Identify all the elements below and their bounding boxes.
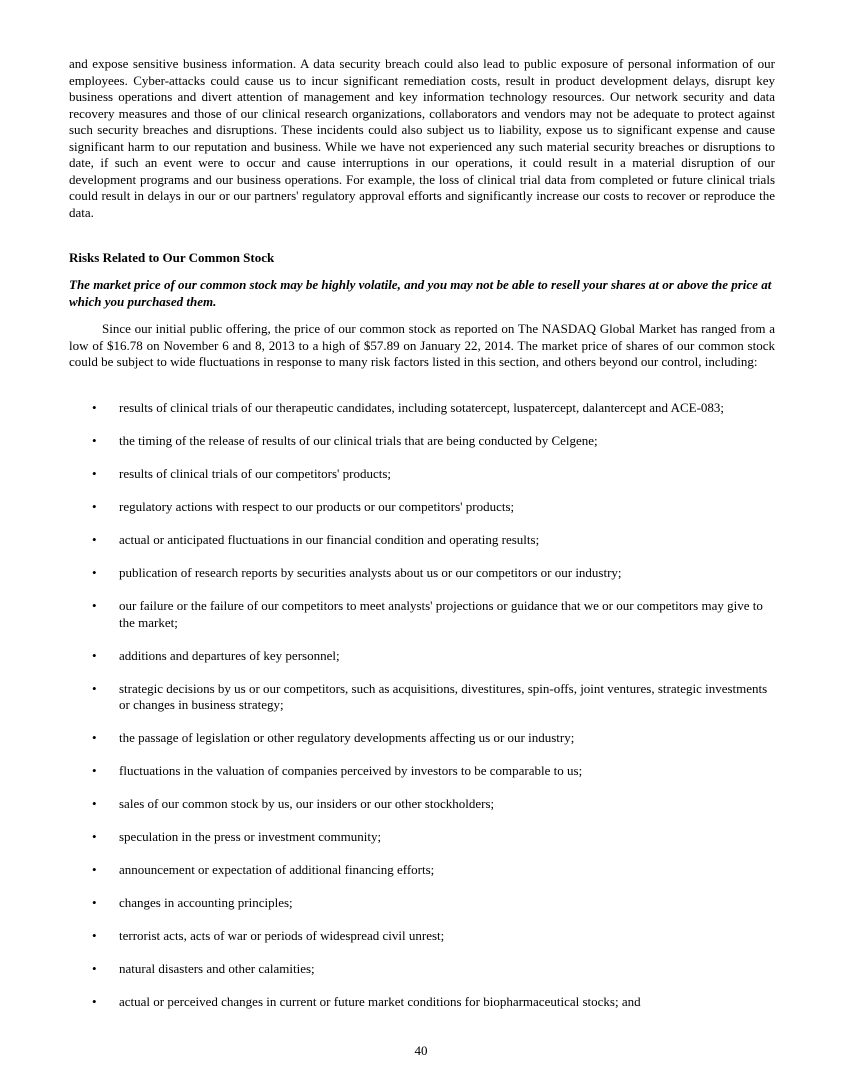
list-item-text: changes in accounting principles; <box>119 895 293 910</box>
list-item <box>0 598 842 631</box>
list-item-text: strategic decisions by us or our competitors, such as acquisitions, divestitures, spin-offs, joint ventures, strategic investments or changes in business strategy; <box>119 680 768 712</box>
list-item <box>0 433 842 450</box>
opening-paragraph: and expose sensitive business information. A data security breach could also lead to public exposure of personal information of our employees. Cyber-attacks could cause us to incur significant remediation costs, result in product development delays, disrupt key business operations and divert attention of management and key information technology resources. Our network security and data recovery measures and those of our clinical research organizations, collaborators and vendors may not be adequate to protect against such security breaches and disruptions. These incidents could also subject us to liability, expose us to significant expense and cause significant harm to our reputation and business. While we have not experienced any such material security breaches or disruptions to date, if such an event were to occur and cause interruptions in our operations, it could result in a material disruption of our development programs and our business operations. For example, the loss of clinical trial data from completed or future clinical trials could result in delays in our or our partners' regulatory approval efforts and significantly increase our costs to recover or reproduce the data. <box>69 56 775 220</box>
list-item <box>0 466 842 483</box>
list-item <box>0 895 842 912</box>
list-item-text: natural disasters and other calamities; <box>119 961 315 976</box>
list-item <box>0 862 842 879</box>
list-item-text: additions and departures of key personnel; <box>119 647 340 663</box>
list-item <box>0 796 842 813</box>
page-number: 40 <box>414 1043 428 1058</box>
risk-factor-list <box>0 400 842 1027</box>
bullet-icon: • <box>92 565 97 580</box>
list-item <box>0 829 842 846</box>
list-item-text: results of clinical trials of our therapeutic candidates, including sotatercept, luspatercept, dalantercept and ACE-083; <box>119 400 725 415</box>
section-heading: Risks Related to Our Common Stock <box>69 250 275 265</box>
list-item <box>0 532 842 549</box>
intro-paragraph: Since our initial public offering, the price of our common stock as reported on The NASDAQ Global Market has ranged from a low of $16.78 on November 6 and 8, 2013 to a high of $57.89 on January 22, 2014. The market price of shares of our common stock could be subject to wide fluctuations in response to many risk factors listed in this section, and others beyond our control, including: <box>69 321 775 369</box>
list-item-text: our failure or the failure of our competitors to meet analysts' projections or guidance that we or our competitors may give to the market; <box>119 598 763 630</box>
list-item-text: speculation in the press or investment community; <box>119 829 382 844</box>
list-item-text: publication of research reports by securities analysts about us or our competitors or our industry; <box>119 565 622 580</box>
bullet-icon: • <box>92 466 97 481</box>
bullet-icon: • <box>92 829 97 844</box>
list-item <box>0 928 842 945</box>
bullet-icon: • <box>92 499 97 514</box>
list-item-text: actual or anticipated fluctuations in our financial condition and operating results; <box>119 532 540 547</box>
list-item-text: sales of our common stock by us, our insiders or our other stockholders; <box>119 796 495 811</box>
bullet-icon: • <box>92 433 97 448</box>
list-item <box>0 648 842 665</box>
bullet-icon: • <box>92 647 97 663</box>
bullet-icon: • <box>92 862 97 877</box>
list-item-text: regulatory actions with respect to our products or our competitors' products; <box>119 499 515 514</box>
list-item <box>0 499 842 516</box>
bullet-icon: • <box>92 961 97 976</box>
bullet-icon: • <box>92 680 97 696</box>
bullet-icon: • <box>92 895 97 910</box>
list-item-text: actual or perceived changes in current or future market conditions for biopharmaceutical stocks; and <box>119 994 641 1009</box>
bullet-icon: • <box>92 598 97 613</box>
list-item-text: announcement or expectation of additional financing efforts; <box>119 862 435 877</box>
list-item <box>0 730 842 747</box>
list-item <box>0 994 842 1011</box>
risk-factor-heading: The market price of our common stock may be highly volatile, and you may not be able to resell your shares at or above the price at which you purchased them. <box>69 277 772 309</box>
bullet-icon: • <box>92 994 97 1009</box>
bullet-icon: • <box>92 400 97 415</box>
list-item-text: fluctuations in the valuation of companies perceived by investors to be comparable to us; <box>119 763 583 778</box>
list-item-text: the timing of the release of results of our clinical trials that are being conducted by Celgene; <box>119 433 598 448</box>
list-item <box>0 565 842 582</box>
list-item-text: terrorist acts, acts of war or periods of widespread civil unrest; <box>119 928 445 943</box>
list-item-text: the passage of legislation or other regulatory developments affecting us or our industry; <box>119 730 575 745</box>
bullet-icon: • <box>92 763 97 778</box>
list-item <box>0 400 842 417</box>
list-item <box>0 961 842 978</box>
list-item <box>0 763 842 780</box>
bullet-icon: • <box>92 730 97 745</box>
bullet-icon: • <box>92 796 97 811</box>
list-item <box>0 681 842 714</box>
list-item-text: results of clinical trials of our competitors' products; <box>119 466 392 481</box>
bullet-icon: • <box>92 532 97 547</box>
bullet-icon: • <box>92 928 97 943</box>
